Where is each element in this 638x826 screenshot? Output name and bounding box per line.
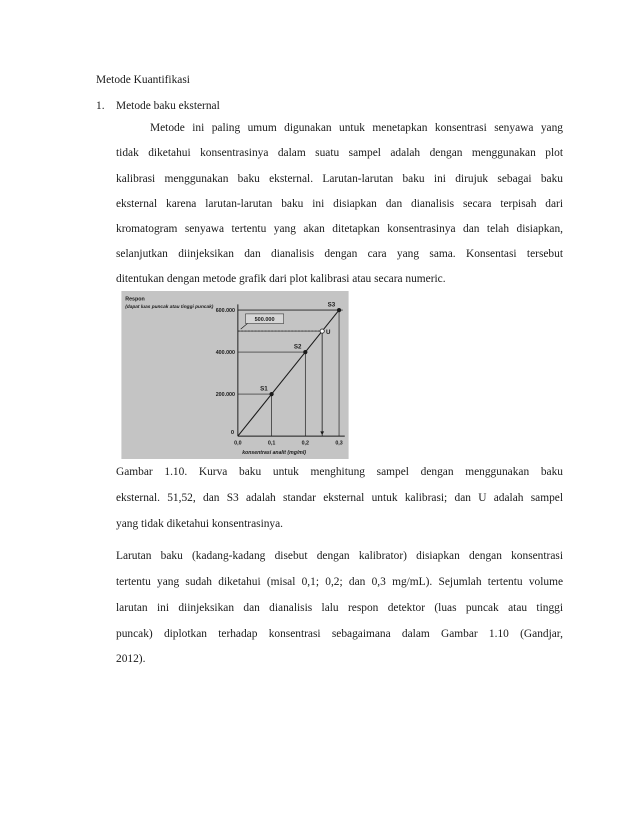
x-tick-label: 0,3 (335, 440, 343, 447)
section-title: Metode baku eksternal (116, 100, 220, 112)
y-tick-label: 200.000 (215, 392, 235, 398)
x-tick-label: 0,2 (301, 440, 310, 447)
x-tick-label: 0,0 (234, 440, 242, 447)
data-point-u (320, 329, 324, 333)
paragraph-1-line: tidak diketahui konsentrasinya dalam suatu sampel adalah dengan menggunakan plot (116, 147, 563, 159)
point-label-s1: S1 (260, 385, 268, 393)
point-label-s3: S3 (327, 301, 336, 309)
figure-background (121, 291, 348, 459)
paragraph-1-line: selanjutkan diinjeksikan dan dianalisis dengan cara yang sama. Konsentasi tersebut (116, 248, 563, 260)
annotation-label: 500.000 (254, 317, 275, 324)
x-axis-label: konsentrasi analit (mg/ml) (242, 450, 306, 457)
paragraph-2-line: 2012). (116, 653, 146, 665)
y-axis-label: Respon (125, 296, 145, 303)
data-point-s2 (303, 350, 307, 354)
point-label-s2: S2 (293, 343, 302, 351)
y-axis-label-subtitle: (dapat luas puncak atau tinggi puncak) (125, 305, 214, 311)
paragraph-2-line: tertentu yang sudah diketahui (misal 0,1; 0,2; dan 0,3 mg/mL). Sejumlah tertentu volume (116, 576, 563, 588)
y-tick-label: 600.000 (215, 308, 235, 314)
data-point-s1 (269, 392, 273, 396)
y-tick-label: 400.000 (215, 350, 235, 356)
heading: Metode Kuantifikasi (96, 74, 190, 86)
origin-label: 0 (230, 430, 235, 437)
paragraph-2-line: puncak) diplotkan terhadap konsentrasi sebagaimana dalam Gambar 1.10 (Gandjar, (116, 628, 563, 640)
paragraph-1-line: Metode ini paling umum digunakan untuk menetapkan konsentrasi senyawa yang (150, 122, 563, 134)
caption-line: Gambar 1.10. Kurva baku untuk menghitung sampel dengan menggunakan baku (116, 466, 563, 478)
paragraph-2-line: larutan ini diinjeksikan dan dianalisis lalu respon detektor (luas puncak atau tinggi (116, 602, 563, 614)
caption-line: yang tidak diketahui konsentrasinya. (116, 518, 284, 530)
point-label-u: U (326, 328, 331, 336)
section-number: 1. (96, 100, 105, 112)
paragraph-1-line: eksternal karena larutan-larutan baku ini disiapkan dan dianalisis secara terpisah dari (116, 198, 563, 210)
paragraph-1-line: kromatogram senyawa tertentu yang akan ditetapkan konsentrasinya dan telah disiapkan, (116, 223, 563, 235)
calibration-figure (116, 291, 354, 459)
x-tick-label: 0,1 (267, 440, 276, 447)
paragraph-2-line: Larutan baku (kadang-kadang disebut dengan kalibrator) disiapkan dengan konsentrasi (116, 550, 563, 562)
paragraph-1-line: kalibrasi menggunakan baku eksternal. Larutan-larutan baku ini dirujuk sebagai baku (116, 173, 563, 185)
paragraph-1-line: ditentukan dengan metode grafik dari plot kalibrasi atau secara numeric. (116, 273, 446, 285)
data-point-s3 (337, 308, 341, 312)
caption-line: eksternal. 51,52, dan S3 adalah standar eksternal untuk kalibrasi; dan U adalah sampel (116, 492, 563, 504)
